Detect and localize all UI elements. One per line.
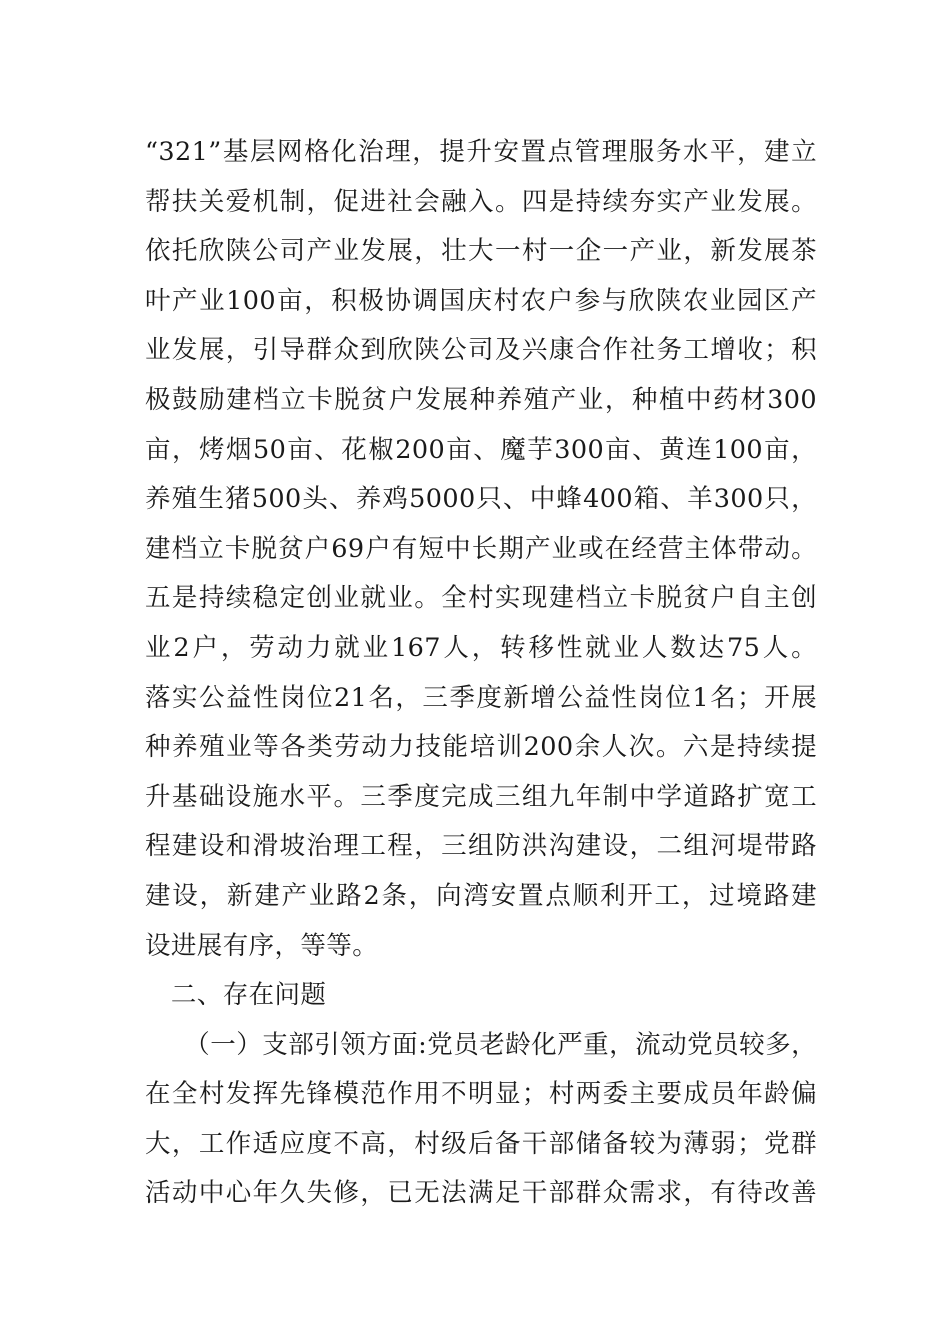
text-line: 五是持续稳定创业就业。全村实现建档立卡脱贫户自主创 bbox=[145, 583, 817, 614]
document-body bbox=[145, 128, 817, 1219]
text-line: 设进展有序，等等。 bbox=[145, 930, 379, 961]
text-line: 业2户，劳动力就业167人，转移性就业人数达75人。 bbox=[145, 632, 817, 663]
text-line: 建档立卡脱贫户69户有短中长期产业或在经营主体带动。 bbox=[145, 533, 817, 564]
text-line: 建设，新建产业路2条，向湾安置点顺利开工，过境路建 bbox=[145, 880, 817, 911]
text-line: 业发展，引导群众到欣陕公司及兴康合作社务工增收；积 bbox=[145, 335, 817, 366]
text-line: 种养殖业等各类劳动力技能培训200余人次。六是持续提 bbox=[145, 732, 817, 763]
text-line: 依托欣陕公司产业发展，壮大一村一企一产业，新发展茶 bbox=[145, 236, 817, 267]
text-line: 养殖生猪500头、养鸡5000只、中蜂400箱、羊300只， bbox=[145, 484, 817, 515]
text-line: 升基础设施水平。三季度完成三组九年制中学道路扩宽工 bbox=[145, 781, 817, 812]
text-line: 程建设和滑坡治理工程，三组防洪沟建设，二组河堤带路 bbox=[145, 831, 817, 862]
section-heading: 二、存在问题 bbox=[145, 980, 327, 1011]
text-line: 大，工作适应度不高，村级后备干部储备较为薄弱；党群 bbox=[145, 1128, 817, 1159]
text-line: 落实公益性岗位21名，三季度新增公益性岗位1名；开展 bbox=[145, 682, 817, 713]
text-line: 帮扶关爱机制，促进社会融入。四是持续夯实产业发展。 bbox=[145, 186, 817, 217]
text-line: （一）支部引领方面:党员老龄化严重，流动党员较多， bbox=[145, 1029, 817, 1060]
text-line: 活动中心年久失修，已无法满足干部群众需求，有待改善 bbox=[145, 1178, 817, 1209]
text-line: 在全村发挥先锋模范作用不明显；村两委主要成员年龄偏 bbox=[145, 1079, 817, 1110]
text-line: 亩，烤烟50亩、花椒200亩、魔芋300亩、黄连100亩， bbox=[145, 434, 817, 465]
text-line: 极鼓励建档立卡脱贫户发展种养殖产业，种植中药材300 bbox=[145, 384, 817, 415]
text-line: “321”基层网格化治理，提升安置点管理服务水平，建立 bbox=[145, 137, 817, 167]
text-line: 叶产业100亩，积极协调国庆村农户参与欣陕农业园区产 bbox=[145, 285, 817, 316]
